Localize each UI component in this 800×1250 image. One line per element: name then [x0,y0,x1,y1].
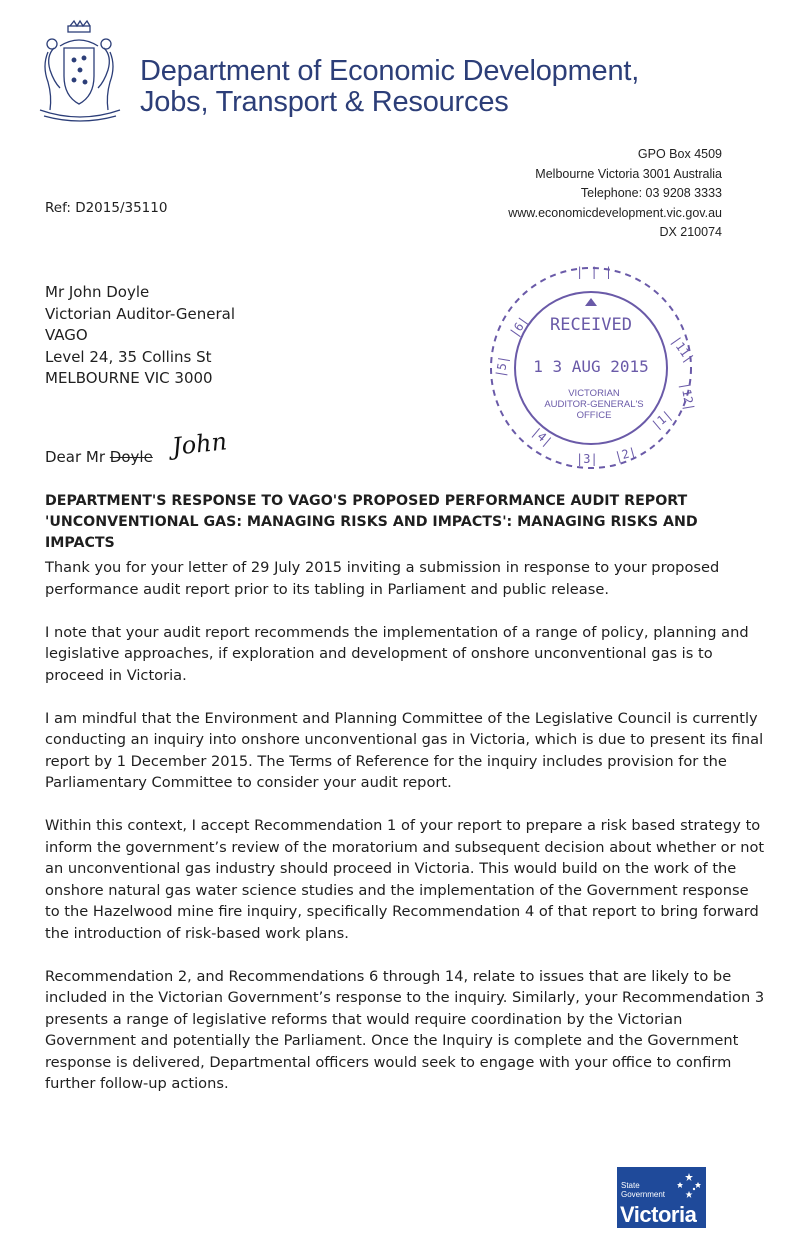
body-paragraph: I note that your audit report recommends the implementation of a range of policy, planning and legislative approaches, if exploration and development of onshore unconventional gas is to proceed in Victoria. [45,623,749,684]
svg-text:|3|: |3| [576,452,598,466]
logo-small-text [621,1181,665,1199]
svg-text:|1|: |1| [648,407,675,433]
svg-text:| | |: | | | [576,265,613,279]
address-line: MELBOURNE VIC 3000 [45,369,213,387]
salutation-prefix: Dear Mr [45,448,110,466]
salutation-struck-name: Doyle [109,448,153,466]
body-paragraph: I am mindful that the Environment and Planning Committee of the Legislative Council is currently conducting an inquiry into onshore unconventional gas in Victoria, which is due to present its final report by 1 December 2015. The Terms of Reference for the inquiry includes provision for the Parliamentary Committee to consider your audit report. [45,709,764,791]
received-stamp [476,258,706,478]
department-name [140,56,639,118]
body-paragraph: Recommendation 2, and Recommendations 6 through 14, relate to issues that are likely to be included in the Victorian Government’s response to the inquiry. Similarly, your Recommendation 3 presents a range of legislative reforms that would require coordination by the Victorian Government and potentially the Parliament. Once the Inquiry is complete and the Government response is delivered, Departmental officers would seek to engage with your office to confirm further follow-up actions. [45,967,765,1092]
department-name-line1: Department of Economic Development, [140,55,640,87]
coat-of-arms-crest [30,18,130,128]
southern-cross-icon [676,1173,702,1203]
contact-details [508,145,722,243]
body-paragraph: Thank you for your letter of 29 July 2015 inviting a submission in response to your proposed performance audit report prior to its tabling in Parliament and public release. [45,559,720,598]
svg-text:|2|: |2| [613,444,638,464]
contact-line: Telephone: 03 9208 3333 [580,186,722,200]
logo-victoria-wordmark: Victoria [620,1202,697,1227]
state-government-victoria-logo [617,1167,706,1228]
stamp-office-line3: OFFICE [576,410,612,421]
subject-line2: 'UNCONVENTIONAL GAS: MANAGING RISKS AND IMPACTS': MANAGING RISKS AND IMPACTS [45,514,698,551]
address-line: Level 24, 35 Collins St [45,347,212,366]
handwritten-first-name: John [170,427,229,461]
subject-heading [45,491,765,554]
address-line: Victorian Auditor-General [45,304,236,323]
logo-line-state: State [621,1181,640,1190]
stamp-received-label: RECEIVED [550,315,632,335]
department-name-line2: Jobs, Transport & Resources [140,86,509,118]
svg-text:|12|: |12| [678,381,697,412]
stamp-office-line1: VICTORIAN [568,388,620,399]
subject-line1: DEPARTMENT'S RESPONSE TO VAGO'S PROPOSED PERFORMANCE AUDIT REPORT [45,493,688,509]
logo-line-government: Government [621,1190,666,1199]
reference-number: Ref: D2015/35110 [45,200,168,216]
letter-body [45,557,767,1116]
body-paragraph: Within this context, I accept Recommendation 1 of your report to prepare a risk based strategy to inform the government’s review of the moratorium and subsequent decision about whether or not an unconventional gas industry should proceed in Victoria. This would build on the work of the onshore natural gas water science studies and the implementation of the Government response to the Hazelwood mine fire inquiry, specifically Recommendation 4 of that report to bring forward the introduction of risk-based work plans. [45,817,765,942]
address-line: VAGO [45,326,88,344]
svg-text:|6|: |6| [506,313,531,340]
svg-text:|11|: |11| [668,333,697,366]
contact-line: www.economicdevelopment.vic.gov.au [508,205,722,220]
svg-text:|5|: |5| [493,354,511,379]
contact-line: Melbourne Victoria 3001 Australia [535,166,722,181]
contact-line: DX 210074 [659,225,722,239]
stamp-office-line2: AUDITOR-GENERAL'S [544,399,644,410]
recipient-address [45,282,235,390]
svg-text:|4|: |4| [529,424,555,450]
address-line: Mr John Doyle [45,283,150,301]
contact-line: GPO Box 4509 [637,147,722,161]
stamp-date: 1 3 AUG 2015 [533,357,649,376]
salutation [45,448,153,466]
